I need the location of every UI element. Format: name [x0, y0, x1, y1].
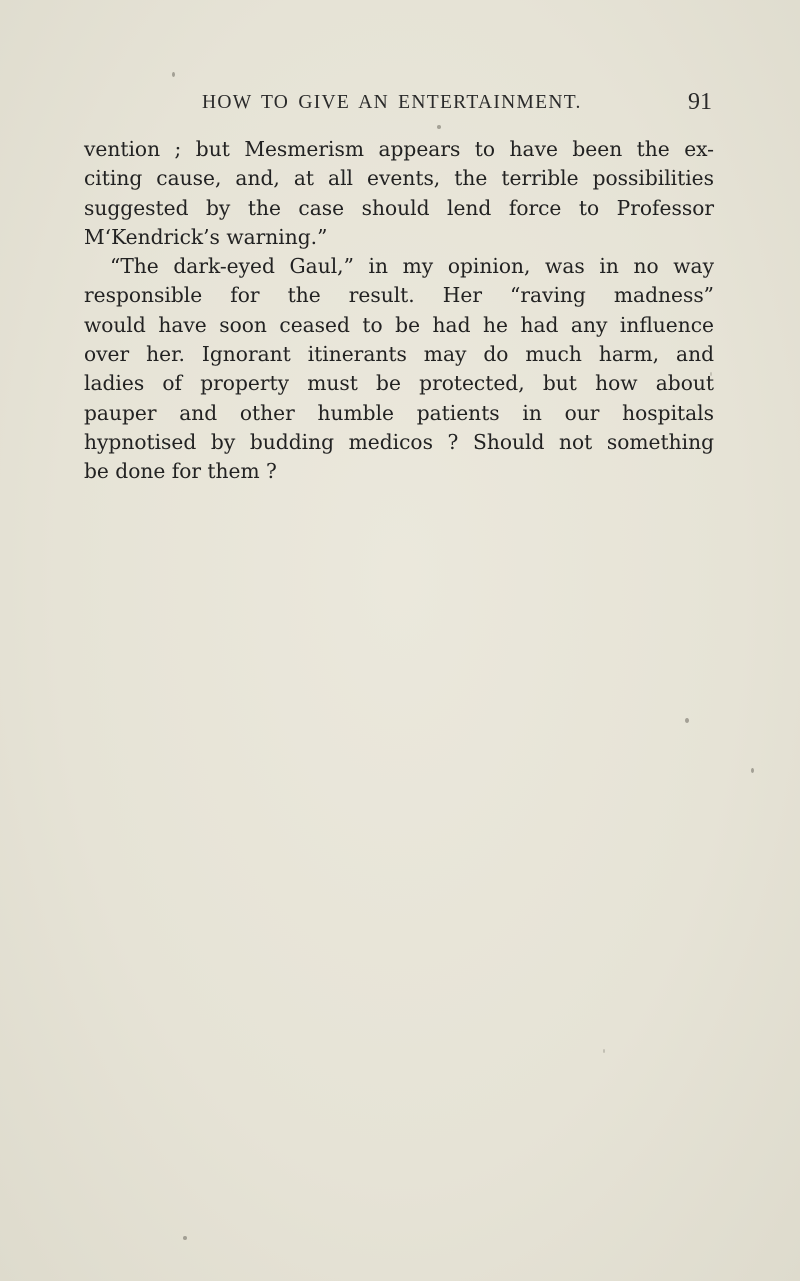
text-line: would have soon ceased to be had he had any influence — [84, 312, 714, 337]
paper-speck — [603, 1049, 605, 1053]
text-line: suggested by the case should lend force to Professor — [84, 195, 714, 220]
text-line: M‘Kendrick’s warning.” — [84, 224, 328, 249]
paper-speck — [685, 718, 689, 723]
body-text — [84, 135, 714, 487]
text-line: citing cause, and, at all events, the terrible possibilities — [84, 166, 714, 191]
text-line: pauper and other humble patients in our hospitals — [84, 400, 714, 425]
paper-speck — [437, 125, 441, 129]
paragraph-2 — [84, 252, 714, 486]
paper-speck — [751, 768, 754, 773]
text-line: ladies of property must be protected, but how about — [84, 371, 714, 396]
text-line: be done for them ? — [84, 459, 277, 484]
paper-speck — [710, 372, 712, 376]
text-line: over her. Ignorant itinerants may do much harm, and — [84, 342, 714, 367]
paper-speck — [183, 1236, 187, 1240]
running-title: HOW TO GIVE AN ENTERTAINMENT. — [202, 92, 582, 113]
text-line: hypnotised by budding medicos ? Should not something — [84, 429, 714, 454]
paper-speck — [172, 72, 175, 77]
paragraph-1 — [84, 135, 714, 252]
text-line: “The dark-eyed Gaul,” in my opinion, was in no way — [110, 254, 714, 279]
page-number: 91 — [688, 89, 712, 115]
text-line: vention ; but Mesmerism appears to have been the ex- — [84, 137, 714, 161]
running-head — [202, 89, 712, 118]
text-line: responsible for the result. Her “raving madness” — [84, 283, 714, 308]
